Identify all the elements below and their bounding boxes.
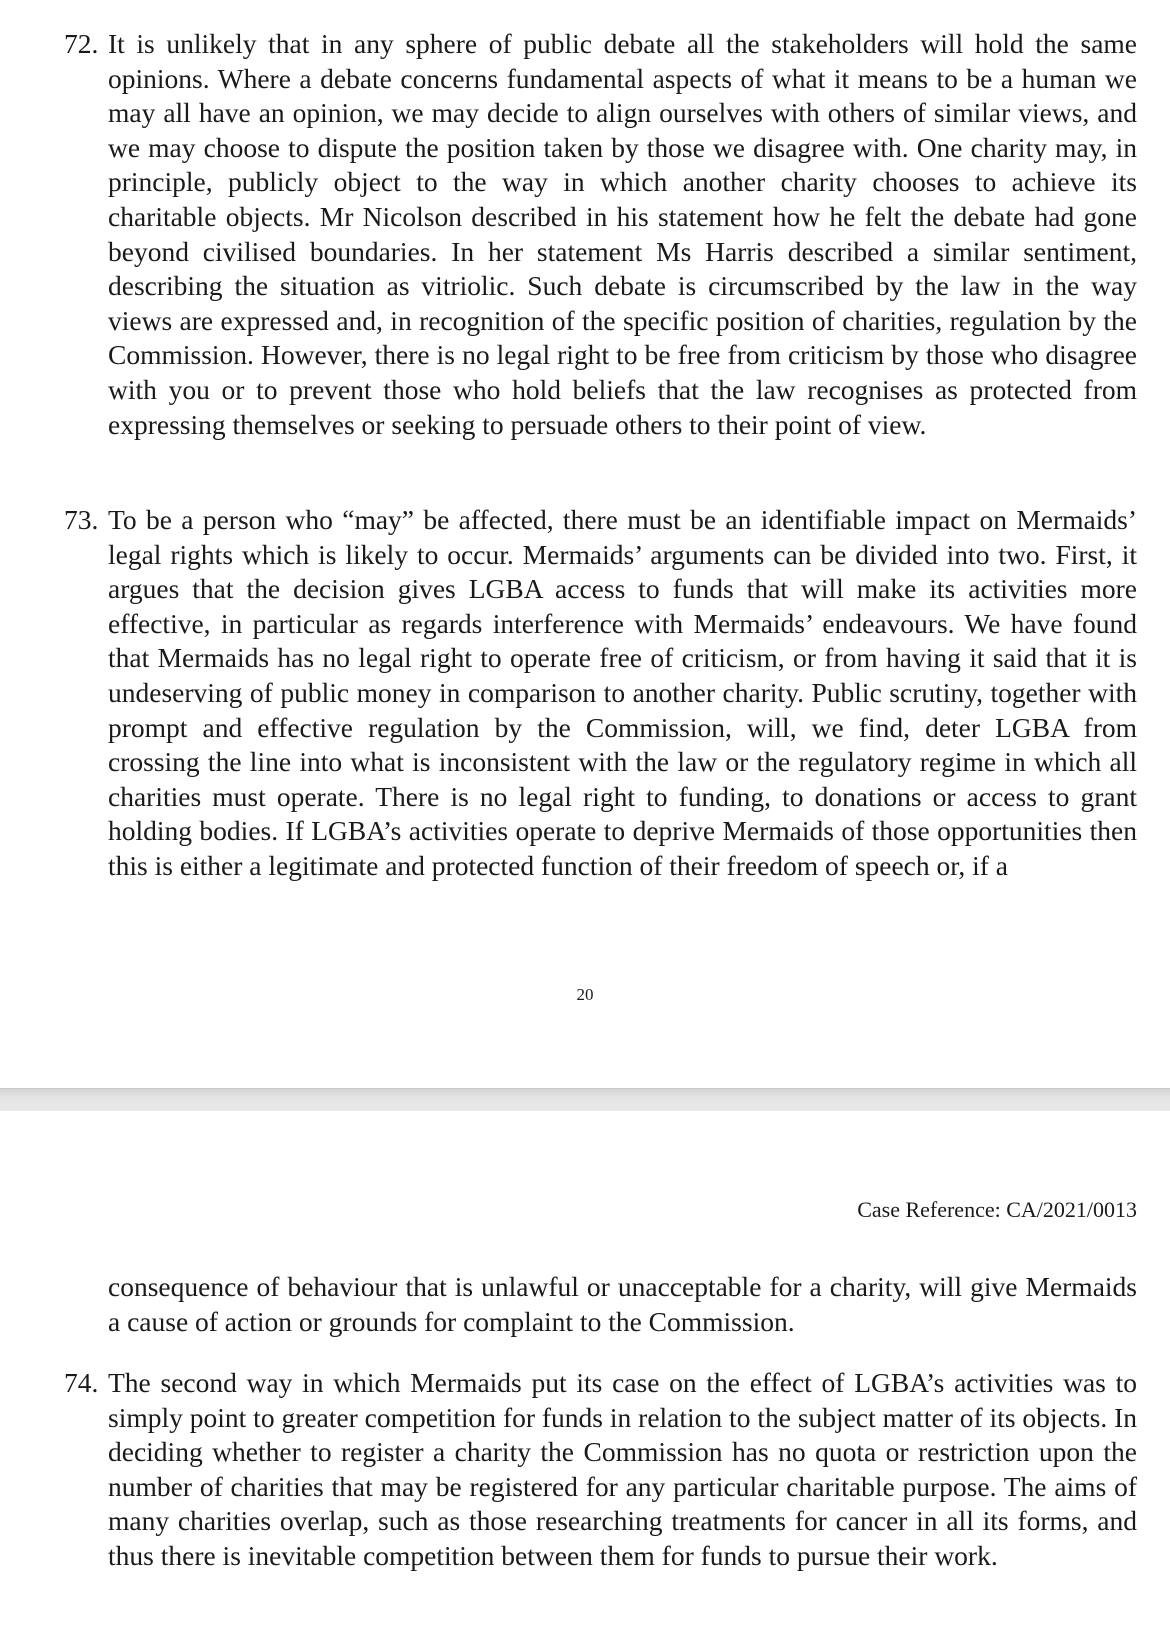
page-separator xyxy=(0,1088,1170,1112)
paragraph-73-continuation xyxy=(64,1270,1137,1339)
paragraph-number: 74. xyxy=(64,1367,99,1398)
paragraph-number: 72. xyxy=(64,28,99,59)
page-number: 20 xyxy=(576,985,594,1004)
paragraph-72 xyxy=(64,27,1137,442)
paragraph-number: 73. xyxy=(64,504,99,535)
paragraph-text: It is unlikely that in any sphere of public debate all the stakeholders will hold the same opinions. Where a debate concerns fundamental aspects of what it means to be a human we may all have an opinion, we may decide to align ourselves with others of similar views, and we may choose to dispute the position taken by those we disagree with. One charity may, in principle, publicly object to the way in which another charity chooses to achieve its charitable objects. Mr Nicolson described in his statement how he felt the debate had gone beyond civilised boundaries. In her statement Ms Harris described a similar sentiment, describing the situation as vitriolic. Such debate is circumscribed by the law in the way views are expressed and, in recognition of the specific position of charities, regulation by the Commission. However, there is no legal right to be free from criticism by those who disagree with you or to prevent those who hold beliefs that the law recognises as protected from expressing themselves or seeking to persuade others to their point of view. xyxy=(108,28,1137,440)
paragraph-text: consequence of behaviour that is unlawful or unacceptable for a charity, will give Mermaids a cause of action or grounds for complaint to the Commission. xyxy=(108,1271,1137,1337)
paragraph-73 xyxy=(64,503,1137,884)
paragraph-74 xyxy=(64,1366,1137,1574)
case-reference: Case Reference: CA/2021/0013 xyxy=(857,1197,1137,1222)
paragraph-text: To be a person who “may” be affected, there must be an identifiable impact on Mermaids’ legal rights which is likely to occur. Mermaids’ arguments can be divided into two. First, it argues that the decision gives LGBA access to funds that will make its activities more effective, in particular as regards interference with Mermaids’ endeavours. We have found that Mermaids has no legal right to operate free of criticism, or from having it said that it is undeserving of public money in comparison to another charity. Public scrutiny, together with prompt and effective regulation by the Commission, will, we find, deter LGBA from crossing the line into what is inconsistent with the law or the regulatory regime in which all charities must operate. There is no legal right to funding, to donations or access to grant holding bodies. If LGBA’s activities operate to deprive Mermaids of those opportunities then this is either a legitimate and protected function of their freedom of speech or, if a xyxy=(108,504,1137,881)
paragraph-text: The second way in which Mermaids put its case on the effect of LGBA’s activities was to simply point to greater competition for funds in relation to the subject matter of its objects. In deciding whether to register a charity the Commission has no quota or restriction upon the number of charities that may be registered for any particular charitable purpose. The aims of many charities overlap, such as those researching treatments for cancer in all its forms, and thus there is inevitable competition between them for funds to pursue their work. xyxy=(108,1367,1137,1571)
